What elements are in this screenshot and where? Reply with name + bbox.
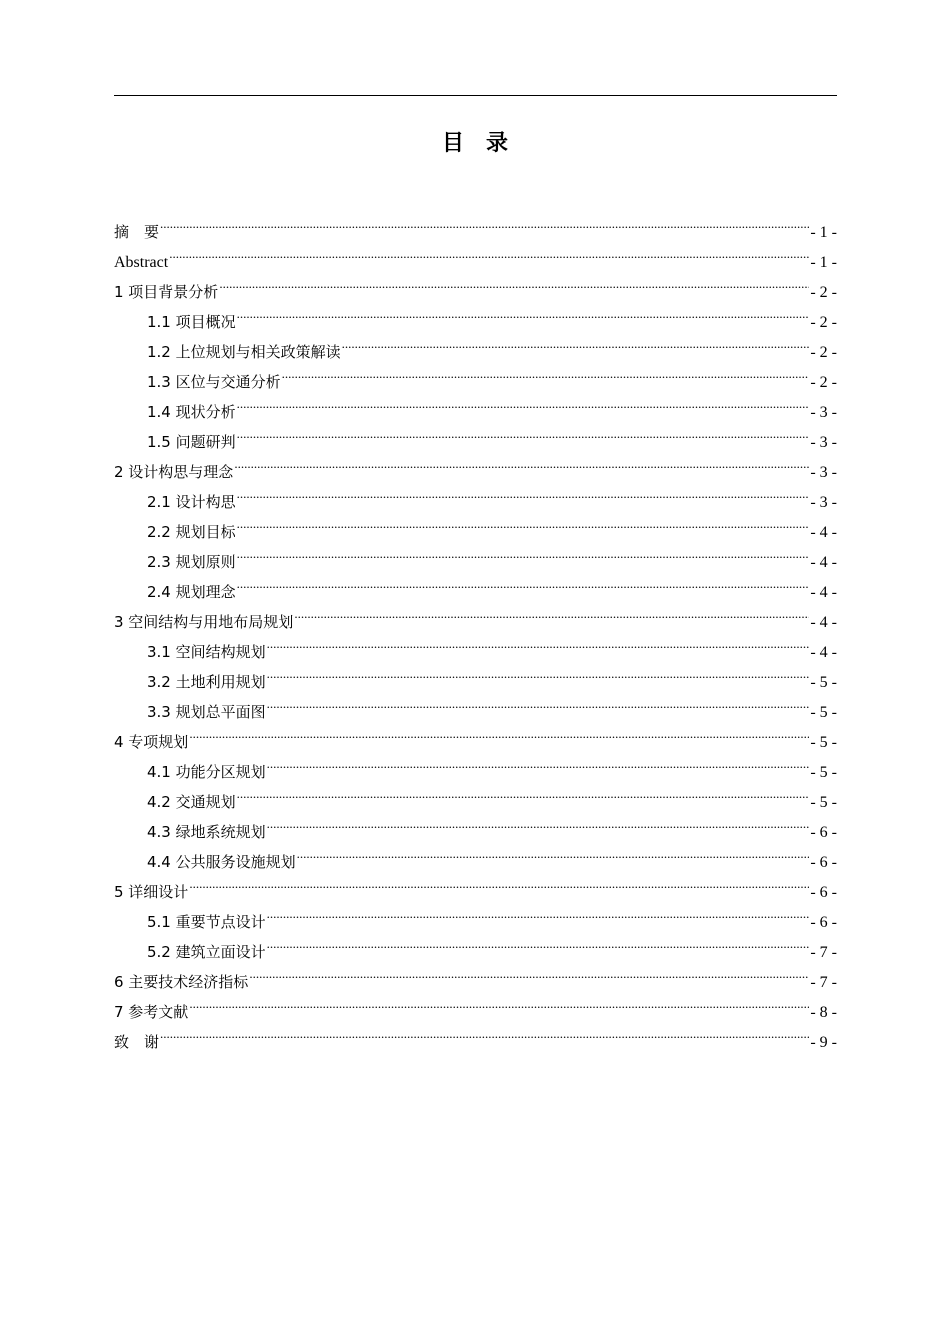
title-char-2: 录 (486, 131, 509, 156)
toc-dot-leader (267, 747, 810, 777)
toc-entry-page-number: - 7 - (810, 974, 837, 991)
toc-dot-leader (237, 477, 810, 507)
toc-dot-leader (237, 567, 810, 597)
toc-dot-leader (237, 777, 810, 807)
toc-entry-label: 6 主要技术经济指标 (114, 973, 249, 991)
toc-entry-label: 2.1 设计构思 (147, 493, 236, 511)
toc-entry-page-number: - 5 - (810, 764, 837, 781)
toc-dot-leader (237, 387, 810, 417)
toc-entry-page-number: - 5 - (810, 734, 837, 751)
toc-entry-label: 1.1 项目概况 (147, 313, 236, 331)
toc-entry[interactable] (114, 297, 837, 331)
toc-entry-page-number: - 6 - (810, 854, 837, 871)
toc-entry-page-number: - 4 - (810, 644, 837, 661)
toc-entry-label: 2.4 规划理念 (147, 583, 236, 601)
toc-entry[interactable] (114, 987, 837, 1021)
toc-dot-leader (282, 357, 810, 387)
toc-dot-leader (237, 297, 810, 327)
toc-dot-leader (267, 927, 810, 957)
toc-entry-page-number: - 2 - (810, 314, 837, 331)
toc-entry-label: 5.2 建筑立面设计 (147, 943, 266, 961)
toc-entry-page-number: - 9 - (810, 1034, 837, 1051)
toc-entry-label: 摘 要 (114, 223, 160, 241)
toc-entry[interactable] (114, 717, 837, 751)
toc-entry-label: 5.1 重要节点设计 (147, 913, 266, 931)
toc-dot-leader (237, 417, 810, 447)
toc-entry-page-number: - 2 - (810, 284, 837, 301)
toc-entry-page-number: - 2 - (810, 344, 837, 361)
toc-entry-label: Abstract (114, 254, 169, 271)
toc-dot-leader (267, 807, 810, 837)
toc-entry-page-number: - 5 - (810, 794, 837, 811)
toc-dot-leader (249, 957, 809, 987)
toc-entry-page-number: - 3 - (810, 434, 837, 451)
toc-entry-page-number: - 1 - (810, 254, 837, 271)
toc-dot-leader (189, 987, 809, 1017)
toc-entry-label: 4.3 绿地系统规划 (147, 823, 266, 841)
toc-dot-leader (294, 597, 809, 627)
toc-entry-label: 4.1 功能分区规划 (147, 763, 266, 781)
toc-dot-leader (237, 507, 810, 537)
toc-dot-leader (169, 237, 809, 267)
toc-entry-page-number: - 5 - (810, 674, 837, 691)
toc-entry-label: 2.2 规划目标 (147, 523, 236, 541)
toc-entry-page-number: - 6 - (810, 824, 837, 841)
toc-entry-label: 1.5 问题研判 (147, 433, 236, 451)
toc-entry[interactable] (114, 237, 837, 271)
toc-entry-page-number: - 7 - (810, 944, 837, 961)
toc-entry-label: 1.2 上位规划与相关政策解读 (147, 343, 341, 361)
toc-dot-leader (342, 327, 810, 357)
toc-dot-leader (237, 537, 810, 567)
toc-entry-page-number: - 1 - (810, 224, 837, 241)
title-char-1: 目 (441, 131, 464, 156)
toc-dot-leader (297, 837, 810, 867)
toc-entry-label: 7 参考文献 (114, 1003, 189, 1021)
toc-entry-page-number: - 3 - (810, 404, 837, 421)
table-of-contents (114, 207, 837, 1051)
toc-entry-page-number: - 4 - (810, 554, 837, 571)
toc-entry[interactable] (114, 267, 837, 301)
toc-entry-page-number: - 2 - (810, 374, 837, 391)
toc-entry-label: 3.2 土地利用规划 (147, 673, 266, 691)
toc-entry[interactable] (114, 207, 837, 241)
toc-entry-page-number: - 4 - (810, 524, 837, 541)
toc-dot-leader (234, 447, 809, 477)
toc-entry-label: 3.3 规划总平面图 (147, 703, 266, 721)
toc-entry-label: 1.4 现状分析 (147, 403, 236, 421)
toc-entry-label: 1 项目背景分析 (114, 283, 219, 301)
page-title (0, 128, 950, 160)
toc-entry-page-number: - 6 - (810, 914, 837, 931)
toc-entry-label: 4.2 交通规划 (147, 793, 236, 811)
toc-entry-label: 2 设计构思与理念 (114, 463, 234, 481)
toc-entry-label: 1.3 区位与交通分析 (147, 373, 281, 391)
toc-entry[interactable] (114, 867, 837, 901)
toc-entry[interactable] (114, 1017, 837, 1051)
toc-entry-page-number: - 3 - (810, 464, 837, 481)
toc-entry[interactable] (114, 897, 837, 931)
toc-entry-label: 2.3 规划原则 (147, 553, 236, 571)
toc-entry-page-number: - 8 - (810, 1004, 837, 1021)
toc-entry-page-number: - 6 - (810, 884, 837, 901)
toc-entry-label: 致 谢 (114, 1033, 160, 1051)
toc-entry-label: 3.1 空间结构规划 (147, 643, 266, 661)
toc-entry-label: 4 专项规划 (114, 733, 189, 751)
toc-dot-leader (160, 1017, 809, 1047)
toc-dot-leader (189, 717, 809, 747)
toc-dot-leader (219, 267, 809, 297)
toc-dot-leader (267, 627, 810, 657)
toc-dot-leader (160, 207, 809, 237)
toc-entry-page-number: - 3 - (810, 494, 837, 511)
toc-entry-label: 3 空间结构与用地布局规划 (114, 613, 294, 631)
toc-dot-leader (267, 897, 810, 927)
toc-dot-leader (189, 867, 809, 897)
toc-entry[interactable] (114, 747, 837, 781)
toc-dot-leader (267, 657, 810, 687)
toc-entry-page-number: - 5 - (810, 704, 837, 721)
toc-entry-label: 5 详细设计 (114, 883, 189, 901)
toc-entry-label: 4.4 公共服务设施规划 (147, 853, 296, 871)
toc-entry-page-number: - 4 - (810, 614, 837, 631)
toc-entry-page-number: - 4 - (810, 584, 837, 601)
toc-dot-leader (267, 687, 810, 717)
header-rule (114, 95, 837, 96)
